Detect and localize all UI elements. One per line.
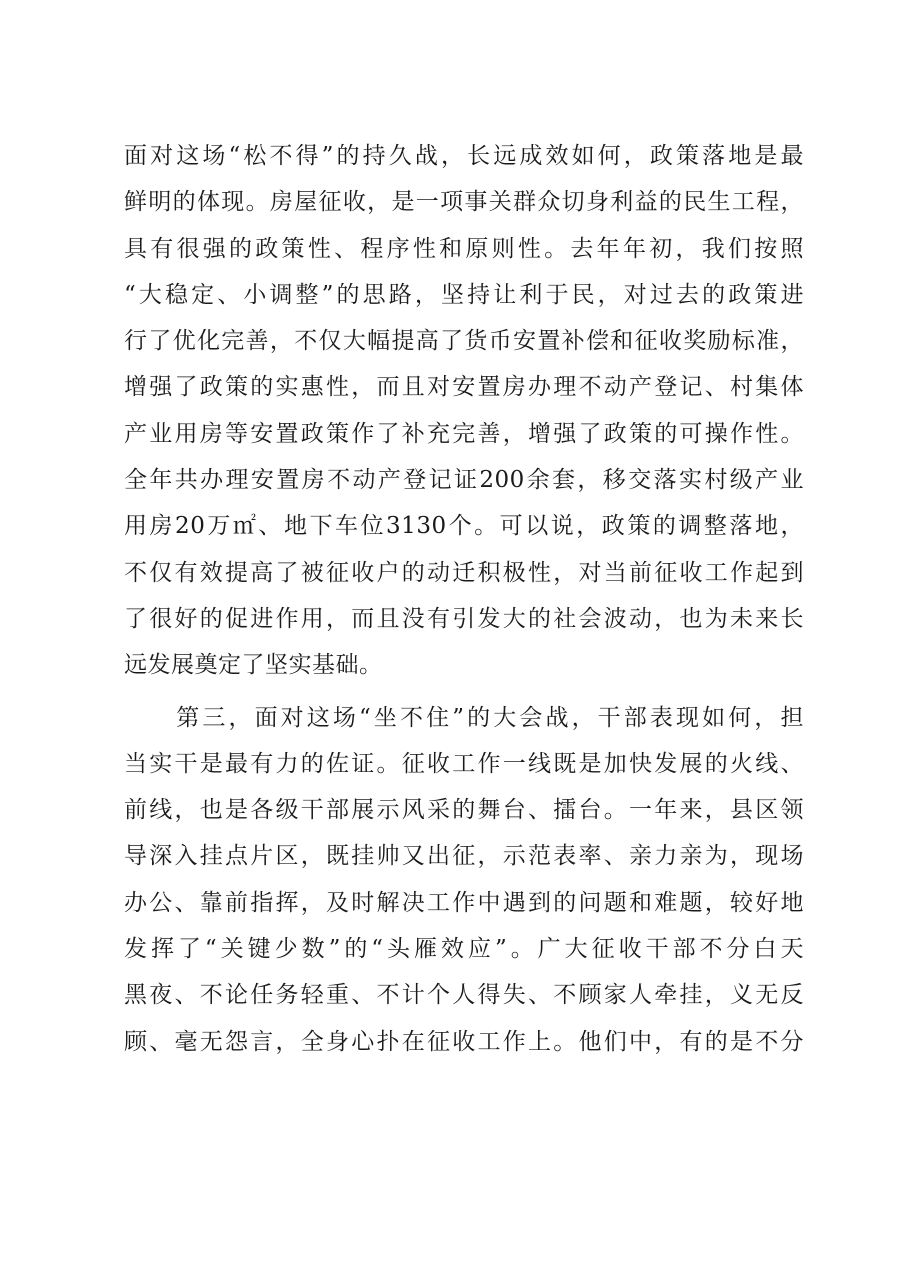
text-line: 黑夜、不论任务轻重、不计个人得失、不顾家人牵挂，义无反 bbox=[124, 982, 804, 1009]
text-line: 用房20万㎡、地下车位3130个。可以说，政策的调整落地， bbox=[124, 513, 804, 540]
text-line: 前线，也是各级干部展示风采的舞台、擂台。一年来，县区领 bbox=[124, 797, 804, 824]
text-line: 远发展奠定了坚实基础。 bbox=[124, 652, 383, 679]
text-line: 不仅有效提高了被征收户的动迁积极性，对当前征收工作起到 bbox=[124, 559, 804, 586]
text-line: 行了优化完善，不仅大幅提高了货币安置补偿和征收奖励标准， bbox=[124, 328, 804, 355]
text-line: 全年共办理安置房不动产登记证200余套，移交落实村级产业 bbox=[124, 467, 804, 494]
text-line: 了很好的促进作用，而且没有引发大的社会波动，也为未来长 bbox=[124, 605, 804, 632]
text-line: 发挥了“关键少数”的“头雁效应”。广大征收干部不分白天 bbox=[124, 936, 804, 963]
document-body bbox=[124, 139, 804, 1071]
text-line: 当实干是最有力的佐证。征收工作一线既是加快发展的火线、 bbox=[124, 750, 804, 777]
text-line: 具有很强的政策性、程序性和原则性。去年年初，我们按照 bbox=[124, 235, 804, 262]
paragraph-2 bbox=[124, 701, 804, 1071]
text-line: 办公、靠前指挥，及时解决工作中遇到的问题和难题，较好地 bbox=[124, 889, 804, 916]
text-line: 鲜明的体现。房屋征收，是一项事关群众切身利益的民生工程， bbox=[124, 189, 804, 216]
text-line: 增强了政策的实惠性，而且对安置房办理不动产登记、村集体 bbox=[124, 374, 804, 401]
text-line: “大稳定、小调整”的思路，坚持让利于民，对过去的政策进 bbox=[124, 281, 804, 308]
text-line: 面对这场“松不得”的持久战，长远成效如何，政策落地是最 bbox=[124, 143, 804, 169]
text-line: 产业用房等安置政策作了补充完善，增强了政策的可操作性。 bbox=[124, 420, 804, 447]
text-line: 第三，面对这场“坐不住”的大会战，干部表现如何，担 bbox=[124, 704, 804, 731]
paragraph-1 bbox=[124, 139, 804, 695]
text-line: 顾、毫无怨言，全身心扑在征收工作上。他们中，有的是不分 bbox=[124, 1028, 804, 1055]
text-line: 导深入挂点片区，既挂帅又出征，示范表率、亲力亲为，现场 bbox=[124, 843, 804, 870]
